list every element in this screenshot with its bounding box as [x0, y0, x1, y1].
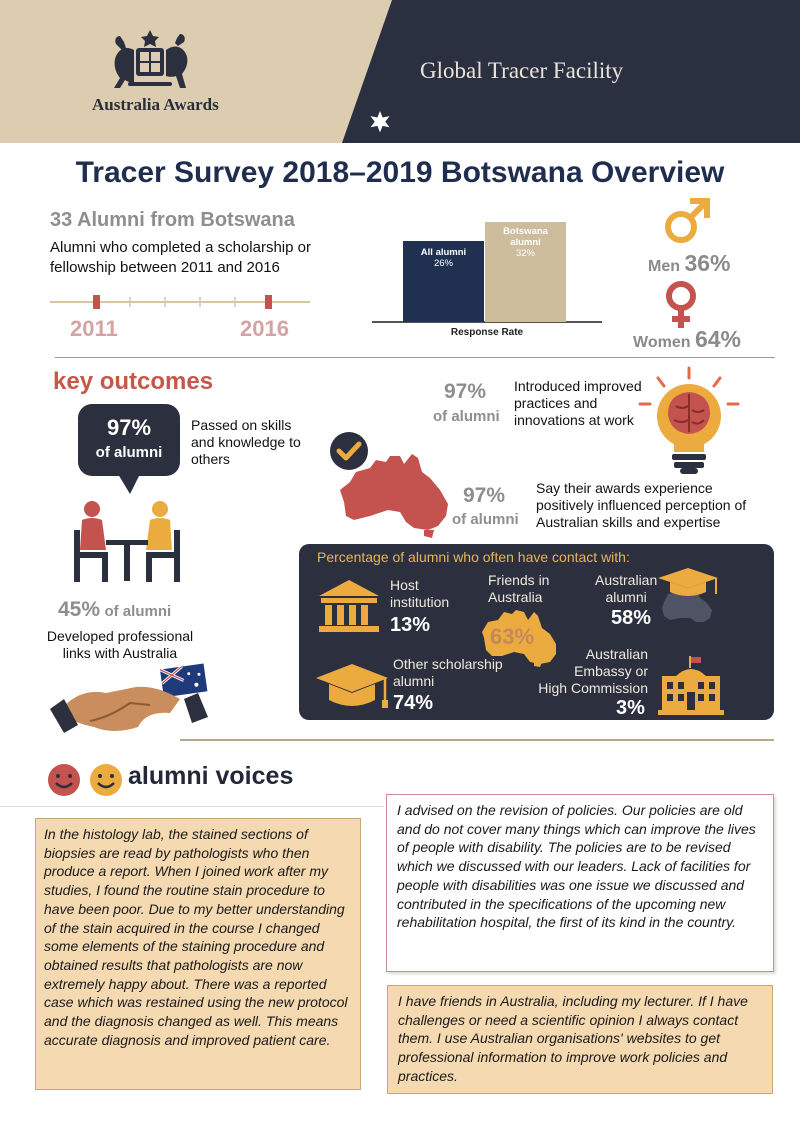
handshake-flag-icon [50, 663, 210, 735]
key-outcomes-heading: key outcomes [53, 368, 214, 395]
links-stat: 45% of alumni [58, 598, 172, 621]
section-divider [55, 357, 775, 358]
men-stat: Men 36% [648, 250, 731, 276]
quote-card-2: I advised on the revision of policies. Our policies are old and do not cover many things which can improve the lives of people with disability. The policies are to be revised which we discussed with our leaders. Lack of facilities for people with disabilities was one issue we discussed and contributed in the specifications of the upcoming new rehabilitation hospital, the first of its kind in the country. [386, 794, 774, 972]
practices-unit: of alumni [433, 408, 500, 425]
perception-unit: of alumni [452, 511, 519, 528]
quote-card-3: I have friends in Australia, including my lecturer. If I have challenges or need a scientific opinion I always contact them. I use Australian organisations' websites to get professional information to improve work policies and practices. [387, 985, 773, 1094]
facility-name: Global Tracer Facility [420, 58, 624, 83]
contact-panel-title: Percentage of alumni who often have contact with: [317, 549, 630, 565]
women-stat: Women 64% [633, 326, 741, 352]
friends-label: Friends in Australia [488, 572, 550, 605]
year-end: 2016 [240, 316, 289, 341]
alumni-count: 33 Alumni from Botswana [50, 209, 295, 231]
voices-rule [0, 806, 384, 807]
alumni-voices-heading: alumni voices [128, 762, 294, 790]
bar-botswana-label: Botswana alumni 32% [503, 226, 548, 259]
perception-text: Say their awards experience positively influenced perception of Australian skills and expertise [536, 480, 747, 530]
star-icon [368, 110, 392, 134]
other-label: Other scholarship alumni [393, 656, 503, 689]
host-label: Host institution [390, 577, 450, 610]
lightbulb-brain-icon [636, 364, 742, 476]
embassy-pct: 3% [616, 697, 645, 719]
header-left-panel [0, 0, 400, 143]
australia-grad-cap-icon [650, 566, 722, 624]
friends-pct: 63% [490, 624, 535, 649]
graduation-cap-icon [313, 660, 391, 716]
quote-card-1: In the histology lab, the stained sections of biopsies are read by pathologists who then produce a report. When I joined work after my studies, I found the routine stain procedure to have been poor. Due to my better understanding of the stain acquired in the course I changed some elements of the staining procedure and obtained results that pathologists are now extremely happy about. There was a reported case which was restained using the new protocol and the diagnosis changed as well. This means accurate diagnosis and improved patient care. [35, 818, 361, 1090]
female-symbol-icon [662, 280, 700, 330]
aus-alumni-label: Australian alumni [595, 572, 658, 605]
smiley-faces-icon [46, 762, 126, 798]
links-text: Developed professional links with Australia [46, 628, 194, 661]
skills-text: Passed on skills and knowledge to others [191, 417, 301, 467]
response-rate-label: Response Rate [450, 327, 524, 338]
perception-pct: 97% [463, 484, 506, 507]
people-meeting-icon [72, 500, 182, 586]
alumni-description: Alumni who completed a scholarship or fellowship between 2011 and 2016 [50, 239, 311, 276]
coat-of-arms-icon [100, 26, 200, 96]
section-divider-2 [180, 739, 774, 741]
other-pct: 74% [393, 692, 434, 714]
aus-alumni-pct: 58% [611, 607, 652, 629]
skills-unit: of alumni [95, 444, 163, 461]
bar-all-label: All alumni 26% [420, 247, 467, 269]
org-name: Australia Awards [92, 95, 219, 114]
embassy-building-icon [656, 656, 726, 716]
timeline-end-marker [265, 295, 272, 309]
practices-text: Introduced improved practices and innovations at work [514, 378, 642, 428]
embassy-label: Australian Embassy or High Commission [538, 646, 648, 696]
year-start: 2011 [70, 316, 118, 341]
timeline [48, 292, 313, 312]
institution-building-icon [317, 578, 381, 634]
page-title: Tracer Survey 2018–2019 Botswana Overview [75, 156, 725, 189]
timeline-start-marker [93, 295, 100, 309]
practices-pct: 97% [444, 380, 487, 403]
host-pct: 13% [390, 614, 431, 636]
skills-pct: 97% [106, 415, 152, 440]
male-symbol-icon [662, 198, 710, 246]
